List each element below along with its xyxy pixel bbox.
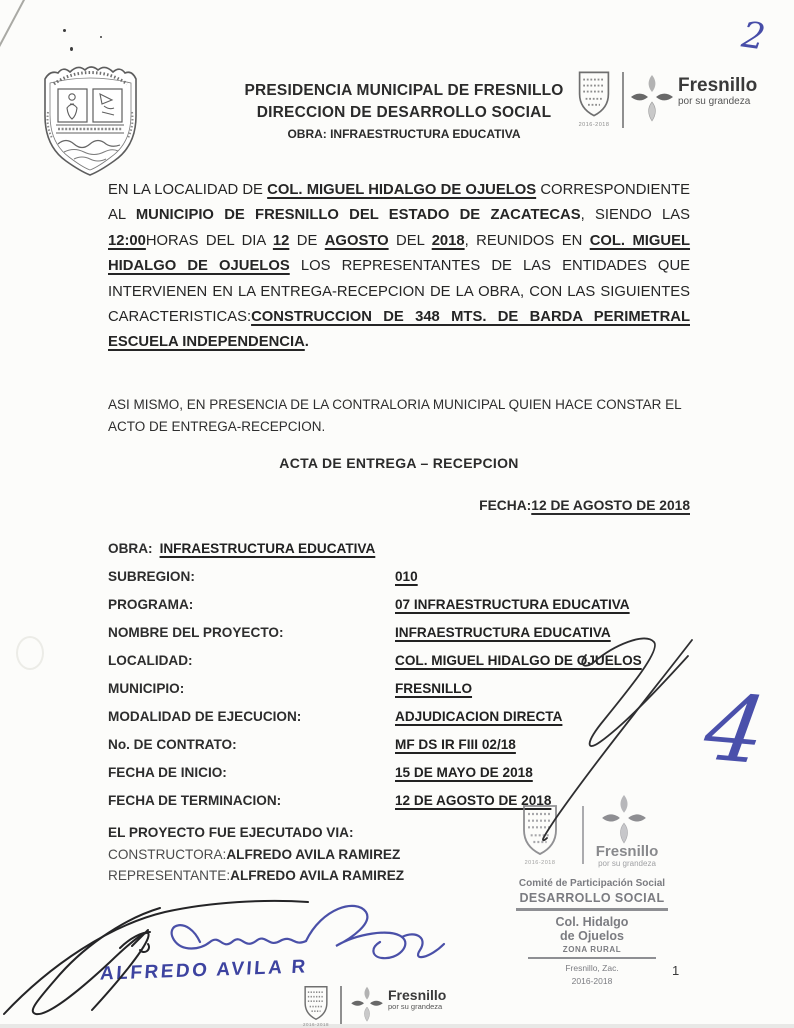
text-segment: EN LA LOCALIDAD DE [108,182,268,198]
scan-fold-line [0,0,42,56]
text-segment: COL. MIGUEL HIDALGO DE OJUELOS [267,182,537,198]
stamp-divider [516,908,668,911]
field-row [108,623,708,651]
field-row [108,679,708,707]
text-segment: 12:00 [108,232,146,249]
field-row [108,539,708,567]
page-number: 1 [672,963,680,978]
field-value: COL. MIGUEL HIDALGO DE OJUELOS [395,653,642,668]
handwritten-side-number: 4 [697,673,773,786]
field-row [108,707,708,735]
shield-term-caption: 2016-2018 [302,1022,330,1027]
field-label: SUBREGION: [108,569,195,584]
field-row [108,763,708,791]
fresnillo-diamond-icon [350,986,384,1022]
field-label: PROGRAMA: [108,597,194,612]
header-title-line2: DIRECCION DE DESARROLLO SOCIAL [256,104,552,121]
text-segment: LOS REPRESENTANTES DE LAS ENTIDADES QUE INTERVIENEN EN LA ENTREGA-RECEPCION DE LA OBRA, CON LAS SIGUIENTES CARACTERISTICAS: [108,258,690,326]
stamp-line: Fresnillo, Zac. [565,963,619,973]
field-row [108,567,708,595]
field-row [108,595,708,623]
logo-divider [622,72,624,128]
stamp-line: de Ojuelos [560,928,624,943]
text-segment: DEL [388,232,432,249]
field-label: FECHA DE TERMINACION: [108,793,282,808]
constructor-line [108,844,404,866]
text-segment: DE [289,232,325,249]
scan-dot [70,47,73,51]
field-label: No. DE CONTRATO: [108,737,237,752]
field-label: FECHA DE INICIO: [108,765,227,780]
municipal-coat-of-arms [34,60,146,180]
field-label: LOCALIDAD: [108,653,193,668]
logo-divider [340,986,342,1024]
blue-signature [172,906,444,958]
brand-tagline: por su grandeza [598,858,656,868]
field-value: 07 INFRAESTRUCTURA EDUCATIVA [395,597,630,612]
field-value: MF DS IR FIII 02/18 [395,737,516,752]
field-value: FRESNILLO [395,681,473,696]
fresnillo-diamond-icon [600,794,648,844]
text-segment: COL. MIGUEL HIDALGO DE OJUELOS [108,232,691,275]
field-value: 010 [395,569,418,584]
fresnillo-shield-icon [302,984,330,1022]
scan-dot [63,29,66,32]
brand-name: Fresnillo [678,75,758,96]
handwritten-name: ALFREDO AVILA R [99,956,309,985]
shield-term-caption: 2016-2018 [524,860,556,866]
text-segment: 12 [272,232,290,249]
constructor-value: ALFREDO AVILA RAMIREZ [226,846,401,862]
brand-tagline: por su grandeza [388,1001,443,1011]
constructor-label: CONSTRUCTORA: [108,846,227,862]
text-segment: . [304,334,309,351]
representative-line [108,865,404,887]
fresnillo-shield-icon [520,802,560,858]
logo-divider [582,806,584,864]
brand-name: Fresnillo [595,843,659,860]
field-value: INFRAESTRUCTURA EDUCATIVA [395,625,611,640]
field-value: 15 DE MAYO DE 2018 [395,765,533,780]
representative-label: REPRESENTANTE: [108,868,231,883]
text-segment: MUNICIPIO DE FRESNILLO DEL ESTADO DE ZACATECAS [135,207,581,224]
text-segment: HORAS DEL DIA [145,232,273,249]
document-header [196,80,612,141]
text-segment: , SIENDO LAS [580,207,690,224]
text-segment: , REUNIDOS EN [464,232,590,249]
text-segment: AGOSTO [324,232,389,249]
text-segment: CORRESPONDIENTE AL [108,182,691,224]
stamp-line: Comité de Participación Social [518,878,666,889]
project-fields [108,539,708,819]
field-value: 12 DE AGOSTO DE 2018 [395,793,552,808]
field-row [108,735,708,763]
date-label: FECHA: [479,498,532,513]
field-label: NOMBRE DEL PROYECTO: [108,625,284,640]
handwritten-page-number: 2 [739,14,768,59]
brand-name: Fresnillo [388,987,447,1003]
header-title-line3: OBRA: INFRAESTRUCTURA EDUCATIVA [287,127,521,141]
execution-title: EL PROYECTO FUE EJECUTADO VIA: [108,825,354,840]
header-title-line1: PRESIDENCIA MUNICIPAL DE FRESNILLO [244,82,564,99]
stamp-line: DESARROLLO SOCIAL [519,891,665,905]
execution-block [108,822,404,887]
text-segment: CONSTRUCCION DE 348 MTS. DE BARDA PERIMETRAL ESCUELA INDEPENDENCIA [108,309,690,351]
fresnillo-diamond-icon [630,72,674,124]
field-row [108,651,708,679]
representative-value: ALFREDO AVILA RAMIREZ [230,868,405,883]
stamp-line: Col. Hidalgo [555,914,629,929]
date-value: 12 DE AGOSTO DE 2018 [531,498,690,513]
contraloria-paragraph: ASI MISMO, EN PRESENCIA DE LA CONTRALORIA MUNICIPAL QUIEN HACE CONSTAR EL ACTO DE ENTREGA-RECEPCION. [108,397,682,434]
field-label: MUNICIPIO: [108,681,185,696]
date-line [108,498,690,513]
opening-paragraph [108,178,690,356]
stamp-divider [528,957,656,960]
field-label: MODALIDAD DE EJECUCION: [108,709,302,724]
stamp-line: 2016-2018 [571,976,613,986]
scan-dot [100,36,102,38]
shield-term-caption: 2016-2018 [578,122,610,128]
participation-committee-stamp [496,878,688,987]
field-value: INFRAESTRUCTURA EDUCATIVA [159,541,376,556]
brand-tagline: por su grandeza [678,95,751,107]
section-title: ACTA DE ENTREGA – RECEPCION [279,455,519,471]
scan-smudge [16,636,44,670]
text-segment: 2018 [431,232,465,249]
field-value: ADJUDICACION DIRECTA [395,709,563,724]
field-label: OBRA: [108,541,153,556]
fresnillo-shield-icon [576,68,612,120]
stamp-line: ZONA RURAL [562,944,622,954]
